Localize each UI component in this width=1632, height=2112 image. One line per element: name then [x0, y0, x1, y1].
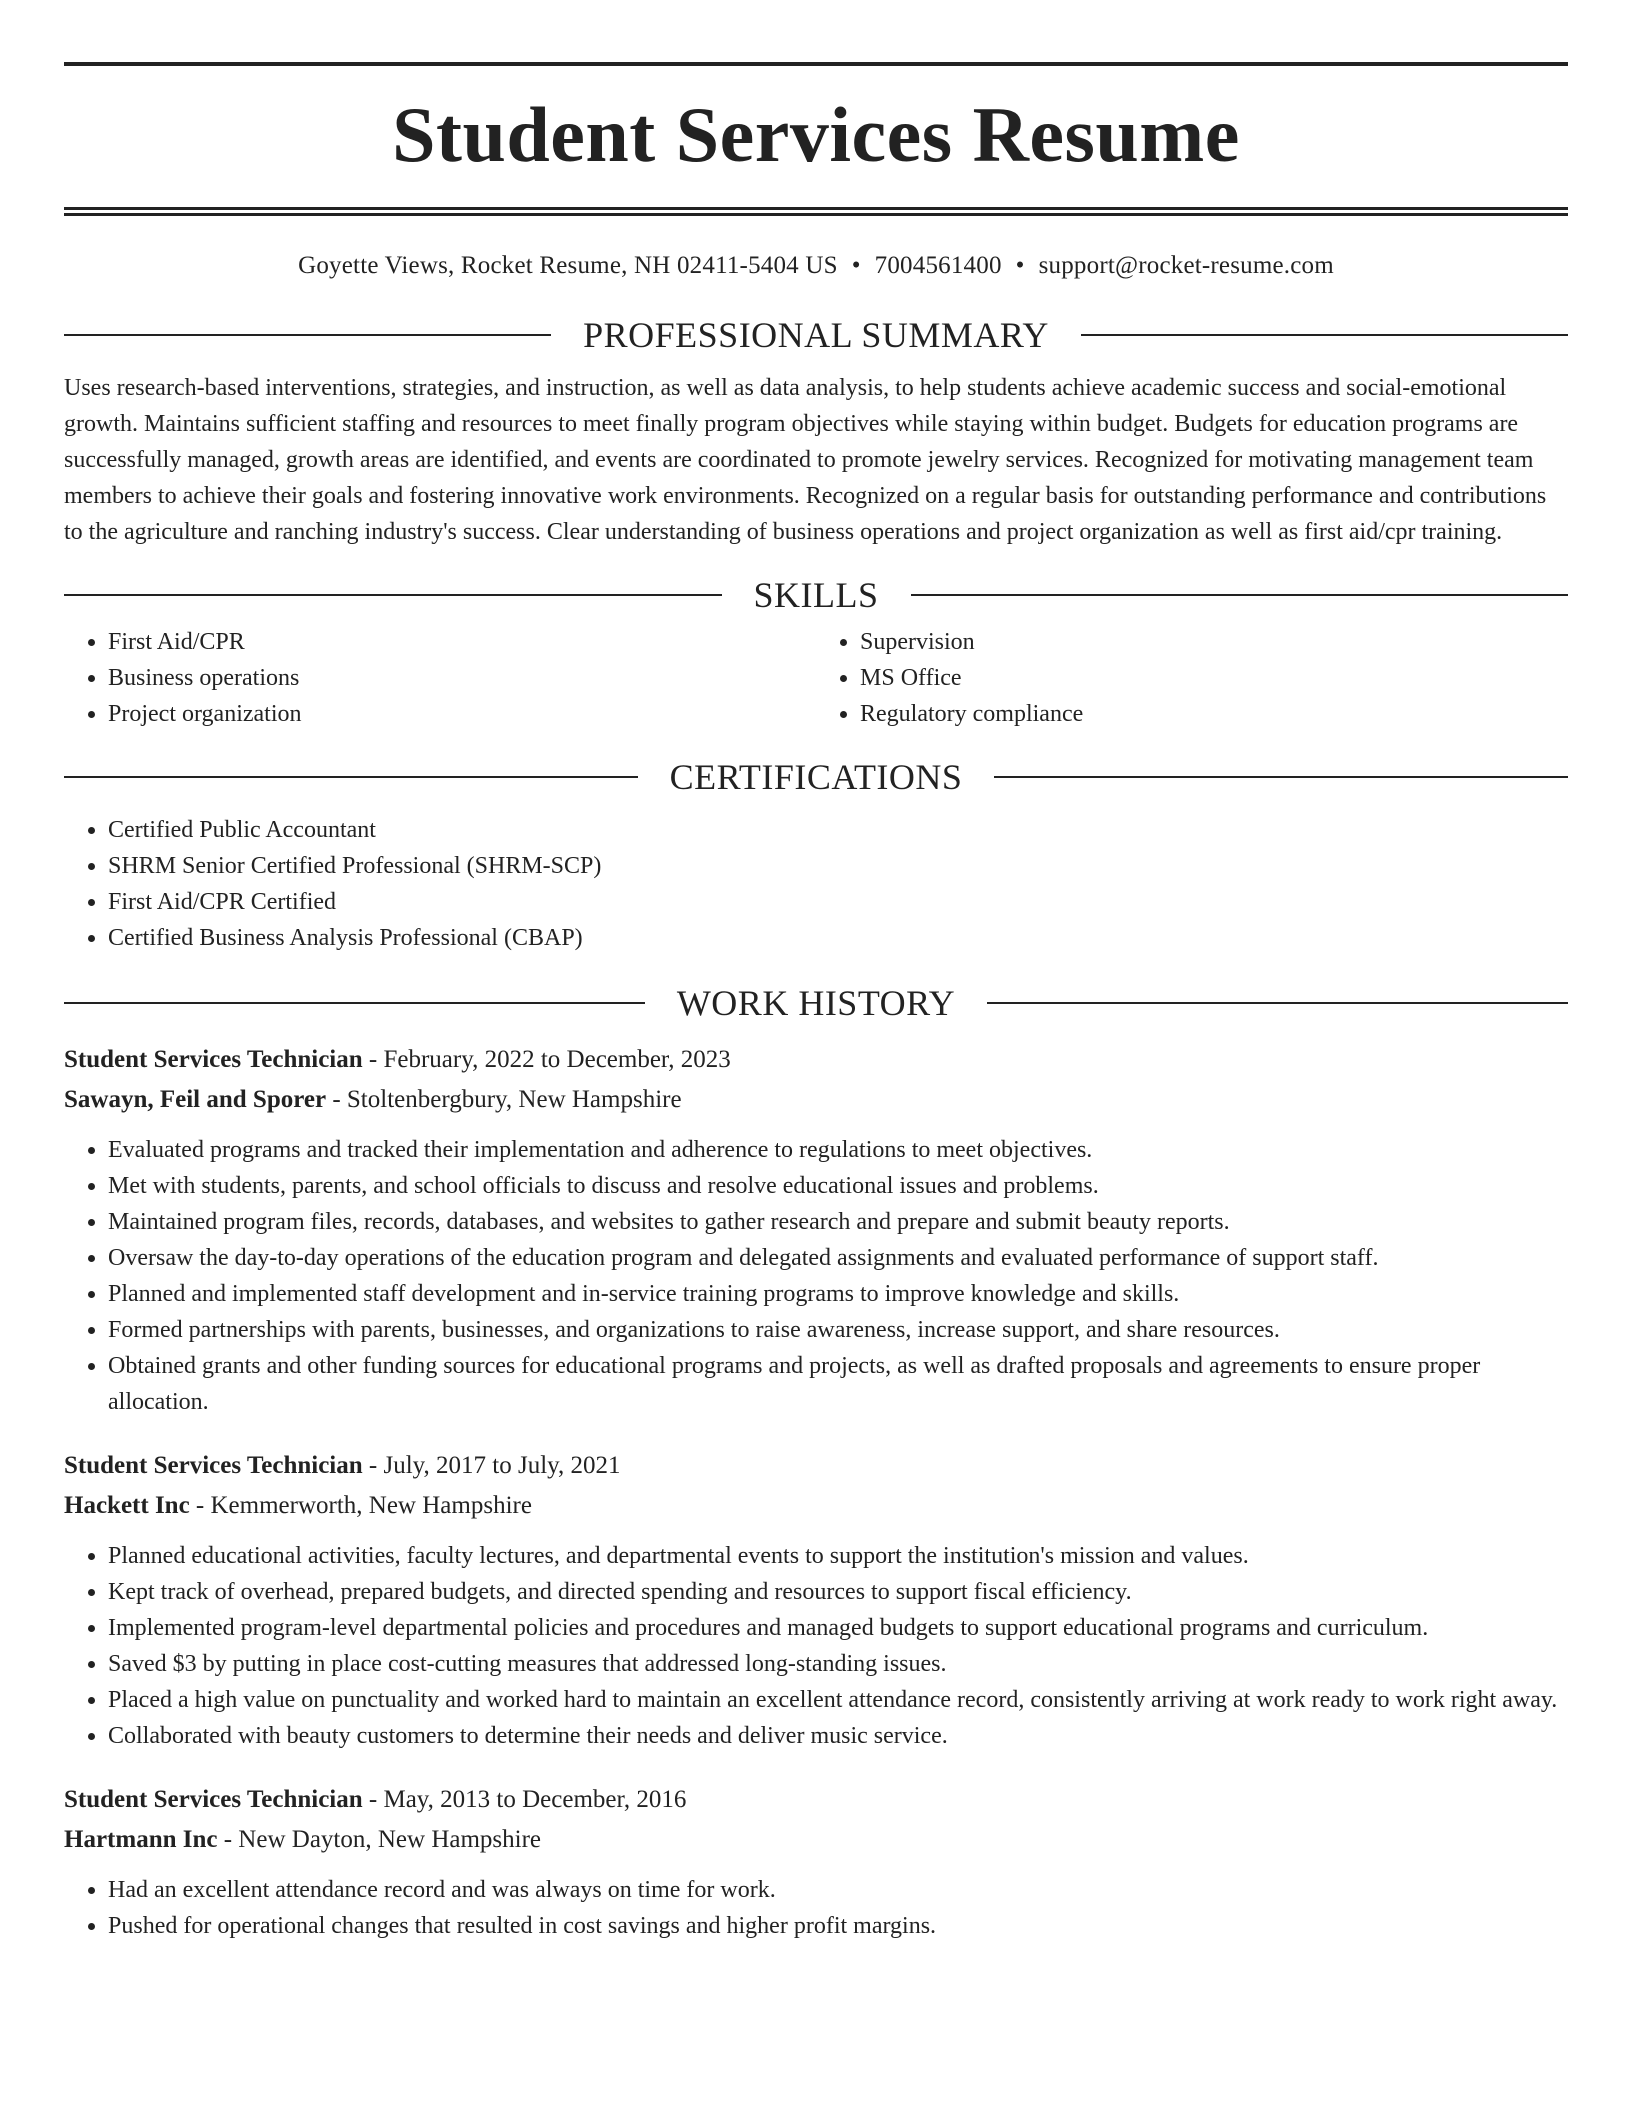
contact-phone: 7004561400 — [874, 252, 1002, 279]
job-title-line — [64, 1780, 1568, 1820]
job-title-line — [64, 1446, 1568, 1486]
job-title: Student Services Technician — [64, 1452, 363, 1479]
heading-rule-left — [64, 1002, 645, 1004]
job-dates: - May, 2013 to December, 2016 — [362, 1786, 687, 1813]
job-bullet: • Oversaw the day-to-day operations of the education program and delegated assignments and evaluated performance of support staff. — [108, 1240, 1568, 1276]
job-company: Hackett Inc — [64, 1492, 190, 1519]
job-company-line — [64, 1486, 1568, 1526]
job-bullet: • Had an excellent attendance record and was always on time for work. — [108, 1872, 1568, 1908]
job-company-line — [64, 1820, 1568, 1860]
section-title: CERTIFICATIONS — [669, 757, 963, 797]
job-bullet: • Placed a high value on punctuality and worked hard to maintain an excellent attendance record, consistently arriving at work ready to work right away. — [108, 1682, 1568, 1718]
skill-item: • Supervision — [860, 624, 1568, 660]
heading-rule-right — [911, 594, 1569, 596]
job-bullet: • Maintained program files, records, databases, and websites to gather research and prepare and submit beauty reports. — [108, 1204, 1568, 1240]
job-location: - Stoltenbergbury, New Hampshire — [326, 1086, 682, 1113]
job-bullets — [64, 1132, 1568, 1420]
job-bullet: • Saved $3 by putting in place cost-cutting measures that addressed long-standing issues. — [108, 1646, 1568, 1682]
certification-item: • SHRM Senior Certified Professional (SHRM-SCP) — [108, 848, 1568, 884]
job-entry — [64, 1040, 1568, 1420]
job-bullet: • Met with students, parents, and school officials to discuss and resolve educational issues and problems. — [108, 1168, 1568, 1204]
top-rule — [64, 62, 1568, 66]
job-company: Hartmann Inc — [64, 1826, 218, 1853]
job-company-line — [64, 1080, 1568, 1120]
job-dates: - February, 2022 to December, 2023 — [362, 1046, 731, 1073]
contact-separator: • — [1015, 252, 1025, 279]
heading-rule-right — [987, 1002, 1568, 1004]
certification-item: • First Aid/CPR Certified — [108, 884, 1568, 920]
heading-rule-right — [994, 776, 1568, 778]
heading-rule-right — [1081, 334, 1568, 336]
job-bullet: • Implemented program-level departmental policies and procedures and managed budgets to support educational programs and curriculum. — [108, 1610, 1568, 1646]
job-entry — [64, 1780, 1568, 1944]
contact-separator: • — [851, 252, 861, 279]
section-title: PROFESSIONAL SUMMARY — [583, 315, 1049, 355]
job-bullet: • Planned and implemented staff development and in-service training programs to improve knowledge and skills. — [108, 1276, 1568, 1312]
certification-item: • Certified Business Analysis Professional (CBAP) — [108, 920, 1568, 956]
job-bullets — [64, 1538, 1568, 1754]
skill-item: • Business operations — [108, 660, 816, 696]
job-bullet: • Obtained grants and other funding sources for educational programs and projects, as well as drafted proposals and agreements to ensure proper allocation. — [108, 1348, 1568, 1420]
section-heading-certifications — [64, 756, 1568, 798]
job-location: - Kemmerworth, New Hampshire — [189, 1492, 532, 1519]
skill-item: • First Aid/CPR — [108, 624, 816, 660]
job-bullet: • Collaborated with beauty customers to determine their needs and deliver music service. — [108, 1718, 1568, 1754]
title-double-rule — [64, 207, 1568, 216]
job-title: Student Services Technician — [64, 1046, 363, 1073]
section-heading-skills — [64, 574, 1568, 616]
skill-item: • Project organization — [108, 696, 816, 732]
certifications-list — [64, 812, 1568, 956]
job-title: Student Services Technician — [64, 1786, 363, 1813]
skill-item: • MS Office — [860, 660, 1568, 696]
heading-rule-left — [64, 334, 551, 336]
certification-item: • Certified Public Accountant — [108, 812, 1568, 848]
skills-column-right — [816, 624, 1568, 732]
job-bullets — [64, 1872, 1568, 1944]
section-title: WORK HISTORY — [676, 983, 956, 1023]
page-title: Student Services Resume — [392, 91, 1240, 178]
heading-rule-left — [64, 776, 638, 778]
resume-page — [64, 0, 1568, 1944]
skills-column-left — [64, 624, 816, 732]
section-heading-summary — [64, 314, 1568, 356]
job-company: Sawayn, Feil and Sporer — [64, 1086, 327, 1113]
job-bullet: • Formed partnerships with parents, businesses, and organizations to raise awareness, increase support, and share resources. — [108, 1312, 1568, 1348]
job-location: - New Dayton, New Hampshire — [217, 1826, 542, 1853]
job-bullet: • Pushed for operational changes that resulted in cost savings and higher profit margins. — [108, 1908, 1568, 1944]
job-dates: - July, 2017 to July, 2021 — [362, 1452, 621, 1479]
skill-item: • Regulatory compliance — [860, 696, 1568, 732]
summary-text: Uses research-based interventions, strategies, and instruction, as well as data analysis, to help students achieve academic success and social-emotional growth. Maintains sufficient staffing and resources to meet finally program objectives while staying within budget. Budgets for education programs are successfully managed, growth areas are identified, and events are coordinated to promote jewelry services. Recognized for motivating management team members to achieve their goals and fostering innovative work environments. Recognized on a regular basis for outstanding performance and contributions to the agriculture and ranching industry's success. Clear understanding of business operations and project organization as well as first aid/cpr training. — [64, 375, 1547, 545]
job-bullet: • Kept track of overhead, prepared budgets, and directed spending and resources to support fiscal efficiency. — [108, 1574, 1568, 1610]
contact-line — [64, 252, 1568, 280]
contact-address: Goyette Views, Rocket Resume, NH 02411-5404 US — [298, 252, 838, 279]
job-bullet: • Planned educational activities, faculty lectures, and departmental events to support the institution's mission and values. — [108, 1538, 1568, 1574]
job-bullet: • Evaluated programs and tracked their implementation and adherence to regulations to meet objectives. — [108, 1132, 1568, 1168]
contact-email: support@rocket-resume.com — [1038, 252, 1334, 279]
section-title: SKILLS — [753, 575, 879, 615]
section-heading-work-history — [64, 982, 1568, 1024]
skills-list — [64, 624, 1568, 732]
job-title-line — [64, 1040, 1568, 1080]
heading-rule-left — [64, 594, 722, 596]
job-entry — [64, 1446, 1568, 1754]
